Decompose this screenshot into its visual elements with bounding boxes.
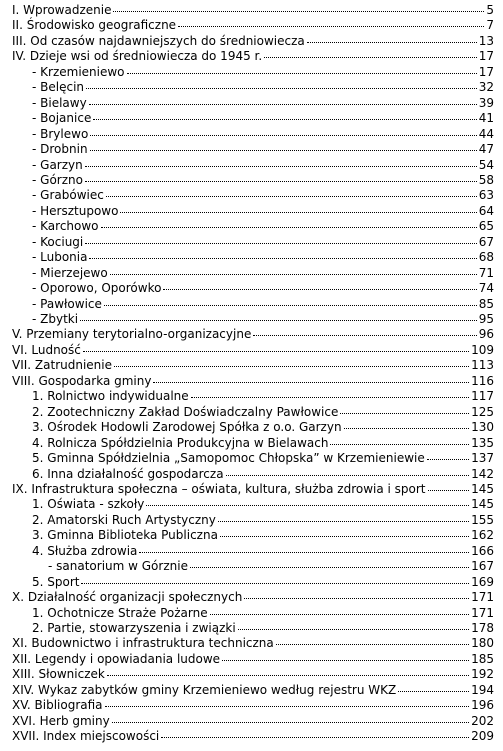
toc-entry: [0, 281, 494, 296]
toc-entry-title: 2. Amatorski Ruch Artystyczny: [32, 512, 216, 527]
toc-entry-page-number: 194: [471, 682, 494, 697]
toc-entry-page-number: 130: [471, 420, 494, 435]
dot-leader: [89, 258, 476, 259]
toc-entry: [0, 65, 494, 80]
toc-entry-title: XV. Bibliografia: [12, 698, 103, 713]
toc-entry-page-number: 135: [471, 435, 494, 450]
dot-leader: [191, 397, 469, 398]
toc-entry-page-number: 167: [471, 559, 494, 574]
toc-entry: [0, 358, 494, 373]
toc-entry-title: - Grabówiec: [32, 188, 104, 203]
toc-entry-page-number: 202: [471, 713, 494, 728]
dot-leader: [340, 413, 469, 414]
toc-entry-title: VIII. Gospodarka gminy: [12, 373, 152, 388]
toc-entry-page-number: 64: [478, 203, 494, 218]
toc-entry: [0, 3, 494, 18]
dot-leader: [127, 73, 477, 74]
toc-entry-title: - Karchowo: [32, 219, 99, 234]
toc-entry: [0, 142, 494, 157]
toc-entry-page-number: 137: [471, 451, 494, 466]
toc-entry-page-number: 85: [478, 296, 494, 311]
dot-leader: [139, 552, 469, 553]
dot-leader: [93, 119, 476, 120]
toc-entry: [0, 158, 494, 173]
dot-leader: [105, 706, 470, 707]
toc-entry-page-number: 145: [471, 497, 494, 512]
toc-entry: [0, 698, 494, 713]
toc-entry-title: 2. Partie, stowarzyszenia i związki: [32, 621, 236, 635]
dot-leader: [220, 536, 469, 537]
toc-entry-page-number: 169: [471, 574, 494, 589]
dot-leader: [90, 150, 477, 151]
dot-leader: [120, 212, 476, 213]
toc-entry-title: 5. Gminna Spółdzielnia „Samopomoc Chłopska” w Krzemieniewie: [32, 451, 425, 466]
dot-leader: [153, 382, 469, 383]
toc-entry: [0, 80, 494, 95]
toc-entry: [0, 590, 494, 605]
dot-leader: [264, 57, 477, 58]
toc-entry-page-number: 7: [486, 18, 494, 33]
toc-entry-title: - Kociugi: [32, 234, 84, 249]
dot-leader: [146, 505, 469, 506]
toc-entry: [0, 420, 494, 435]
toc-entry-title: - Krzemieniewo: [32, 64, 125, 79]
toc-entry: [0, 575, 494, 590]
toc-entry: [0, 714, 494, 729]
toc-entry-title: X. Działalność organizacji społecznych: [12, 590, 243, 605]
dot-leader: [330, 444, 469, 445]
toc-entry-title: II. Środowisko geograficzne: [12, 18, 177, 33]
toc-entry-page-number: 74: [478, 281, 494, 296]
toc-entry-page-number: 5: [486, 3, 494, 17]
toc-entry-title: - Brylewo: [32, 126, 89, 141]
toc-entry-title: VI. Ludność: [12, 342, 81, 357]
toc-entry: [0, 188, 494, 203]
toc-entry-title: XVII. Index miejscowości: [12, 729, 160, 744]
toc-entry-title: 3. Ośrodek Hodowli Zarodowej Spółka z o.o. Garzyn: [32, 420, 342, 435]
toc-entry-title: III. Od czasów najdawniejszych do średniowiecza: [12, 33, 305, 48]
dot-leader: [253, 335, 476, 336]
dot-leader: [276, 644, 469, 645]
toc-entry: [0, 467, 494, 482]
toc-entry-page-number: 155: [471, 512, 494, 527]
toc-entry: [0, 235, 494, 250]
toc-entry: [0, 312, 494, 327]
toc-entry-page-number: 32: [478, 80, 494, 95]
dot-leader: [226, 475, 470, 476]
toc-entry-page-number: 13: [478, 33, 494, 48]
toc-entry-page-number: 185: [471, 651, 494, 666]
toc-entry-title: - Mierzejewo: [32, 265, 108, 280]
toc-entry-page-number: 54: [478, 157, 494, 172]
toc-entry-page-number: 63: [478, 188, 494, 203]
toc-entry: [0, 49, 494, 64]
toc-entry-title: - Oporowo, Oporówko: [32, 281, 162, 296]
toc-entry: [0, 544, 494, 559]
toc-entry: [0, 497, 494, 512]
dot-leader: [113, 11, 484, 12]
toc-entry: [0, 621, 494, 636]
toc-entry-title: IV. Dzieje wsi od średniowiecza do 1945 r.: [12, 49, 263, 64]
dot-leader: [112, 722, 469, 723]
toc-entry-title: 5. Sport: [32, 574, 80, 589]
dot-leader: [101, 227, 477, 228]
dot-leader: [110, 274, 477, 275]
toc-entry: [0, 636, 494, 651]
toc-entry-title: - Bojanice: [32, 111, 92, 126]
toc-entry-page-number: 166: [471, 543, 494, 558]
toc-entry-page-number: 44: [478, 126, 494, 141]
toc-entry-page-number: 209: [471, 729, 494, 744]
toc-entry-title: - Drobnin: [32, 142, 88, 157]
toc-entry-page-number: 65: [478, 219, 494, 234]
toc-entry-page-number: 196: [471, 698, 494, 713]
toc-entry: [0, 405, 494, 420]
dot-leader: [86, 88, 477, 89]
dot-leader: [163, 289, 476, 290]
toc-entry-title: XVI. Herb gminy: [12, 713, 110, 728]
toc-entry-title: 4. Rolnicza Spółdzielnia Produkcyjna w Bielawach: [32, 435, 329, 450]
dot-leader: [107, 675, 469, 676]
toc-entry: [0, 374, 494, 389]
toc-entry-page-number: 116: [471, 373, 494, 388]
toc-entry-title: V. Przemiany terytorialno-organizacyjne: [12, 327, 252, 342]
toc-entry: [0, 451, 494, 466]
toc-entry: [0, 266, 494, 281]
dot-leader: [80, 320, 477, 321]
toc-entry: [0, 667, 494, 682]
toc-entry: [0, 513, 494, 528]
dot-leader: [104, 305, 477, 306]
dot-leader: [427, 459, 469, 460]
toc-entry-title: 1. Oświata - szkoły: [32, 497, 145, 512]
toc-entry: [0, 204, 494, 219]
toc-entry-page-number: 171: [471, 605, 494, 620]
toc-entry-page-number: 96: [478, 327, 494, 342]
toc-entry-page-number: 171: [471, 590, 494, 605]
toc-entry-title: - sanatorium w Górznie: [48, 559, 188, 574]
toc-entry-page-number: 162: [471, 528, 494, 543]
toc-entry-title: XII. Legendy i opowiadania ludowe: [12, 651, 221, 666]
toc-entry-page-number: 117: [471, 389, 494, 404]
toc-entry-page-number: 39: [478, 95, 494, 110]
dot-leader: [344, 428, 470, 429]
toc-entry-page-number: 71: [478, 265, 494, 280]
dot-leader: [90, 135, 476, 136]
dot-leader: [81, 583, 469, 584]
dot-leader: [85, 243, 476, 244]
toc-entry-page-number: 95: [478, 312, 494, 326]
toc-entry: [0, 606, 494, 621]
toc-entry-page-number: 145: [471, 481, 494, 496]
toc-entry: [0, 343, 494, 358]
toc-entry-title: 4. Służba zdrowia: [32, 543, 138, 558]
dot-leader: [244, 598, 469, 599]
dot-leader: [222, 660, 469, 661]
toc-entry: [0, 127, 494, 142]
toc-entry-title: XI. Budownictwo i infrastruktura techniczna: [12, 636, 274, 651]
toc-entry-title: 6. Inna działalność gospodarcza: [32, 466, 224, 481]
toc-entry-title: 3. Gminna Biblioteka Publiczna: [32, 528, 218, 543]
toc-entry-title: - Górzno: [32, 172, 83, 187]
toc-entry: [0, 729, 494, 744]
toc-entry: [0, 389, 494, 404]
toc-entry-title: - Lubonia: [32, 250, 88, 265]
toc-entry-title: - Garzyn: [32, 157, 83, 172]
toc-entry: [0, 219, 494, 234]
toc-entry-page-number: 67: [478, 234, 494, 249]
toc-entry-page-number: 17: [478, 64, 494, 79]
toc-entry: [0, 297, 494, 312]
dot-leader: [106, 196, 477, 197]
toc-entry-title: XIV. Wykaz zabytków gminy Krzemieniewo według rejestru WKZ: [12, 682, 397, 697]
dot-leader: [398, 691, 469, 692]
toc-entry-title: XIII. Słowniczek: [12, 667, 105, 682]
toc-entry-page-number: 192: [471, 667, 494, 682]
toc-entry: [0, 111, 494, 126]
toc-entry-title: I. Wprowadzenie: [12, 3, 112, 17]
toc-entry-title: IX. Infrastruktura społeczna – oświata, kultura, służba zdrowia i sport: [12, 481, 426, 496]
dot-leader: [178, 26, 484, 27]
toc-entry-title: - Zbytki: [32, 312, 79, 326]
dot-leader: [190, 567, 469, 568]
toc-entry-page-number: 142: [471, 466, 494, 481]
toc-entry-title: - Hersztupowo: [32, 203, 119, 218]
dot-leader: [85, 166, 477, 167]
toc-entry-page-number: 180: [471, 636, 494, 651]
toc-entry-title: - Pawłowice: [32, 296, 102, 311]
dot-leader: [428, 490, 470, 491]
dot-leader: [85, 181, 477, 182]
toc-entry-title: - Belęcin: [32, 80, 85, 95]
toc-entry: [0, 528, 494, 543]
toc-entry-page-number: 178: [471, 621, 494, 635]
toc-entry-page-number: 68: [478, 250, 494, 265]
dot-leader: [218, 521, 469, 522]
toc-entry-title: 1. Rolnictwo indywidualne: [32, 389, 189, 404]
toc-entry-page-number: 47: [478, 142, 494, 157]
dot-leader: [83, 351, 469, 352]
toc-entry-page-number: 58: [478, 172, 494, 187]
toc-entry-title: VII. Zatrudnienie: [12, 358, 112, 373]
toc-entry-page-number: 17: [478, 49, 494, 64]
toc-entry-page-number: 113: [471, 358, 494, 373]
dot-leader: [238, 629, 469, 630]
toc-entry: [0, 652, 494, 667]
toc-entry: [0, 683, 494, 698]
toc-entry: [0, 482, 494, 497]
toc-entry-title: - Bielawy: [32, 95, 87, 110]
toc-entry-page-number: 125: [471, 404, 494, 419]
dot-leader: [307, 42, 477, 43]
dot-leader: [210, 614, 469, 615]
toc-entry: [0, 18, 494, 33]
toc-entry: [0, 436, 494, 451]
toc-entry: [0, 559, 494, 574]
toc-entry: [0, 250, 494, 265]
dot-leader: [161, 737, 469, 738]
dot-leader: [89, 104, 477, 105]
toc-entry-page-number: 41: [478, 111, 494, 126]
toc-entry: [0, 34, 494, 49]
dot-leader: [114, 366, 469, 367]
toc-entry: [0, 327, 494, 342]
toc-entry: [0, 96, 494, 111]
toc-entry-title: 1. Ochotnicze Straże Pożarne: [32, 605, 208, 620]
toc-entry-title: 2. Zootechniczny Zakład Doświadczalny Pawłowice: [32, 404, 339, 419]
toc-entry: [0, 173, 494, 188]
toc-entry-page-number: 109: [471, 342, 494, 357]
